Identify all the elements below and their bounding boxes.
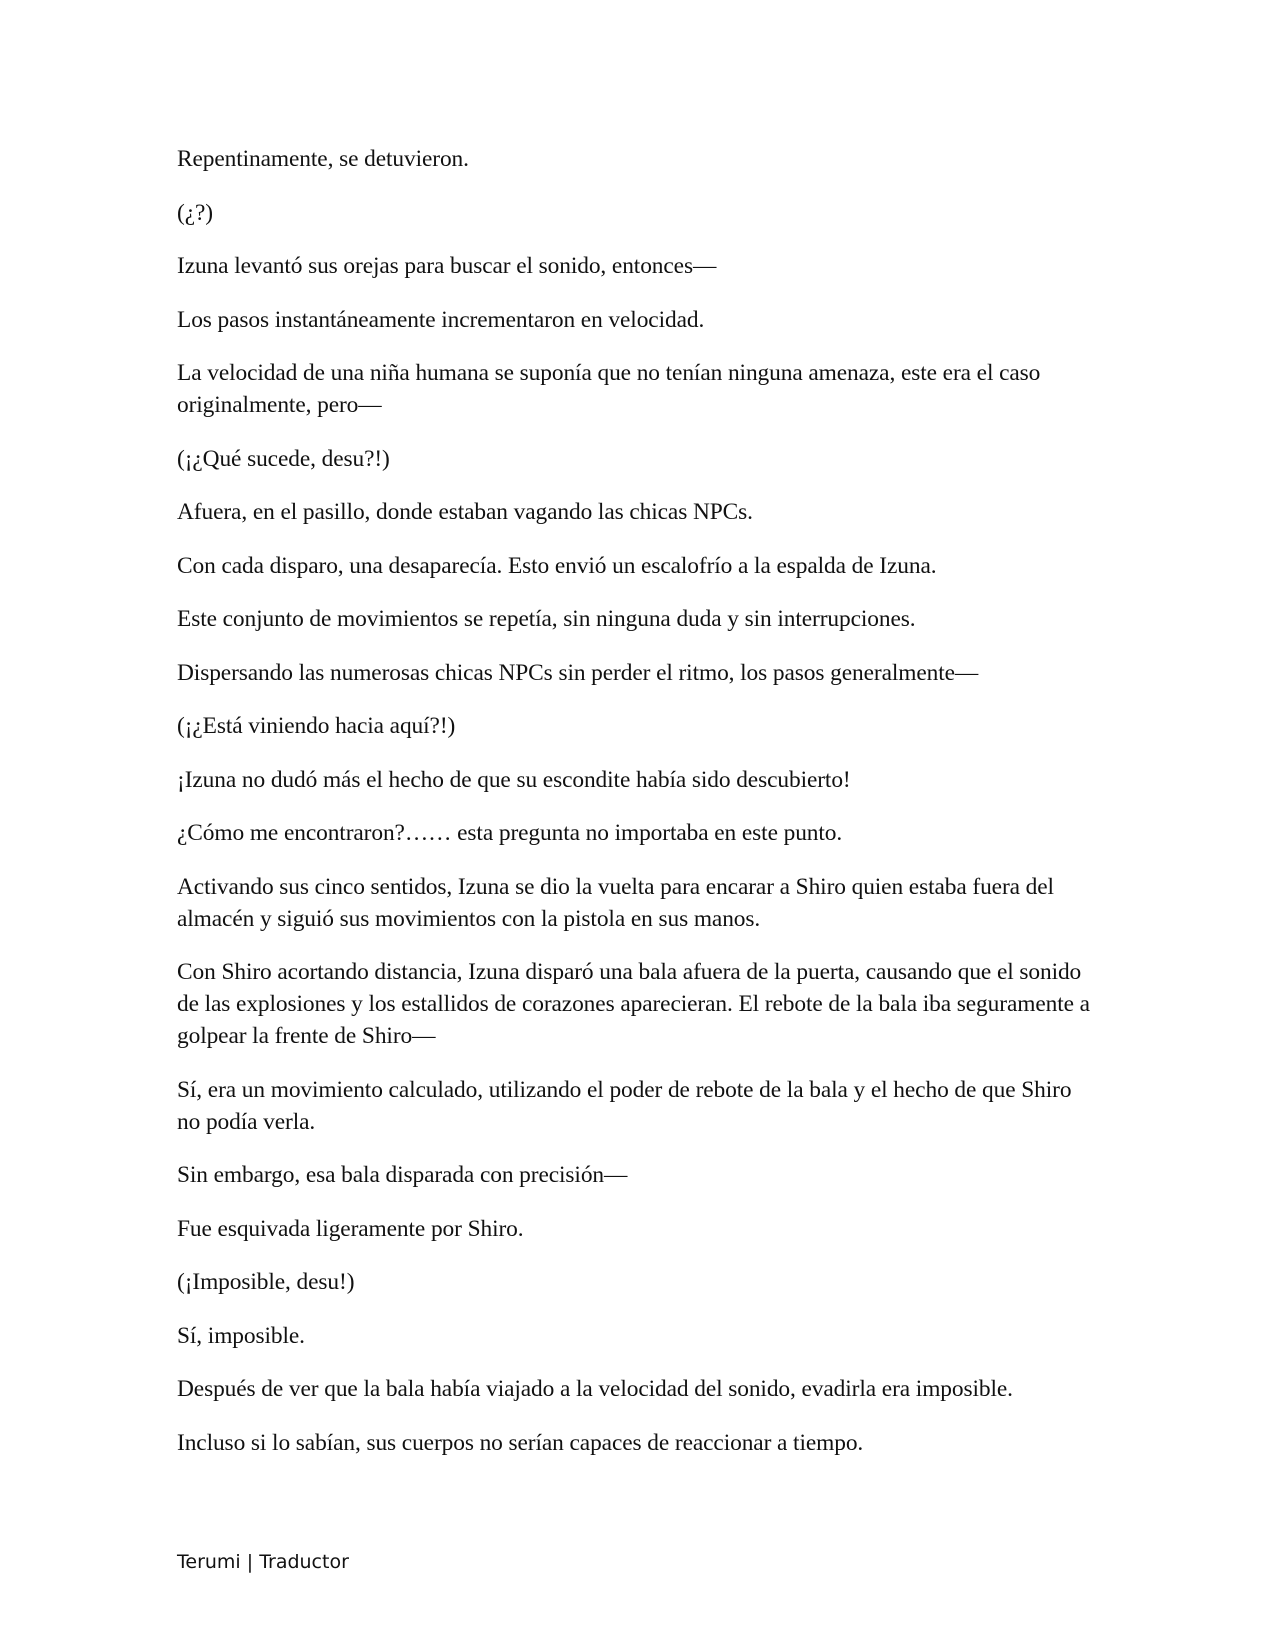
paragraph: Sí, era un movimiento calculado, utilizando el poder de rebote de la bala y el hecho de que Shiro no podía verla.	[177, 1076, 1072, 1135]
paragraph: Los pasos instantáneamente incrementaron en velocidad.	[177, 306, 705, 333]
paragraph: ¿Cómo me encontraron?…… esta pregunta no importaba en este punto.	[177, 820, 843, 846]
paragraph: Fue esquivada ligeramente por Shiro.	[177, 1215, 524, 1242]
paragraph: La velocidad de una niña humana se suponía que no tenían ninguna amenaza, este era el caso originalmente, pero—	[177, 360, 1041, 418]
paragraph: ¡Izuna no dudó más el hecho de que su escondite había sido descubierto!	[177, 766, 851, 793]
paragraph: (¡Imposible, desu!)	[177, 1269, 355, 1295]
page-footer: Terumi | Traductor	[177, 1551, 349, 1573]
paragraph: Después de ver que la bala había viajado a la velocidad del sonido, evadirla era imposible.	[177, 1376, 1013, 1402]
paragraph: Con Shiro acortando distancia, Izuna disparó una bala afuera de la puerta, causando que el sonido de las explosiones y los estallidos de corazones aparecieran. El rebote de la bala iba seguramente a golpear la frente de Shiro—	[177, 959, 1090, 1049]
paragraph: (¡¿Está viniendo hacia aquí?!)	[177, 713, 456, 739]
paragraph: Izuna levantó sus orejas para buscar el sonido, entonces—	[177, 253, 717, 279]
paragraph: Con cada disparo, una desaparecía. Esto envió un escalofrío a la espalda de Izuna.	[177, 552, 937, 579]
paragraph: Dispersando las numerosas chicas NPCs sin perder el ritmo, los pasos generalmente—	[177, 659, 979, 686]
paragraph: Sin embargo, esa bala disparada con precisión—	[177, 1162, 628, 1188]
paragraph: Este conjunto de movimientos se repetía, sin ninguna duda y sin interrupciones.	[177, 606, 916, 632]
paragraph: (¿?)	[177, 199, 213, 226]
paragraph: (¡¿Qué sucede, desu?!)	[177, 445, 390, 472]
paragraph: Sí, imposible.	[177, 1322, 305, 1349]
document-body	[177, 143, 1097, 1480]
paragraph: Incluso si lo sabían, sus cuerpos no serían capaces de reaccionar a tiempo.	[177, 1429, 864, 1456]
paragraph: Repentinamente, se detuvieron.	[177, 146, 469, 172]
paragraph: Activando sus cinco sentidos, Izuna se dio la vuelta para encarar a Shiro quien estaba fuera del almacén y siguió sus movimientos con la pistola en sus manos.	[177, 873, 1054, 932]
paragraph: Afuera, en el pasillo, donde estaban vagando las chicas NPCs.	[177, 499, 753, 525]
